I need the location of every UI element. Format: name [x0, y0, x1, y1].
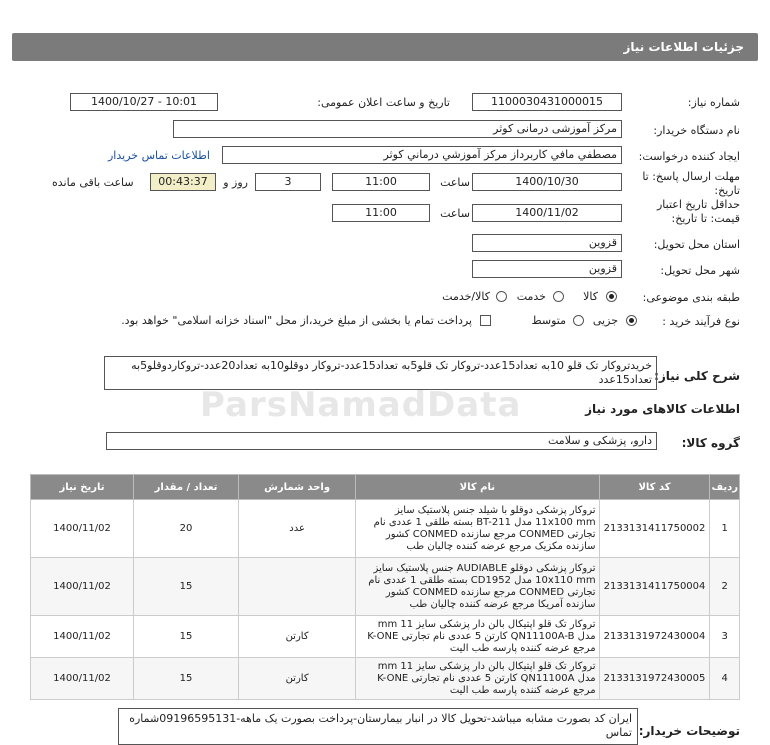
deadline-label-1: مهلت ارسال پاسخ: تا: [642, 170, 740, 183]
table-row: [31, 500, 740, 558]
category-radio-goods[interactable]: [606, 291, 617, 302]
deadline-time-label: ساعت: [440, 176, 470, 189]
cell-date: 1400/11/02: [31, 558, 134, 616]
page-title: جزئیات اطلاعات نیاز: [623, 40, 744, 54]
remaining-field: 00:43:37: [150, 173, 216, 191]
cell-row: 1: [710, 500, 740, 558]
cell-name: تروکار تک قلو اپتیکال بالن دار پزشکی سایز 11 mm مدل QN11100A کارتن 5 عددی نام تجارتی K-ONE مرجع عرضه کننده پارسه طب الیت: [356, 658, 599, 700]
cell-date: 1400/11/02: [31, 616, 134, 658]
cell-code: 2133131972430004: [599, 616, 710, 658]
process-radio-minor[interactable]: [626, 315, 637, 326]
category-option-goods-service: کالا/خدمت: [442, 290, 490, 303]
category-radio-goods-service[interactable]: [496, 291, 507, 302]
page-header: [12, 33, 758, 61]
validity-time-label: ساعت: [440, 207, 470, 220]
category-radio-service[interactable]: [553, 291, 564, 302]
cell-row: 4: [710, 658, 740, 700]
description-label: شرح کلی نیاز:: [654, 369, 740, 383]
cell-name: تروکار تک قلو اپتیکال بالن دار پزشکی سایز 11 mm مدل QN11100A-B کارتن 5 عددی نام تجارتی K-ONE مرجع عرضه کننده پارسه طب الیت: [356, 616, 599, 658]
payment-note: پرداخت تمام یا بخشی از مبلغ خرید،از محل "اسناد خزانه اسلامی" خواهد بود.: [121, 314, 472, 327]
cell-qty: 20: [133, 500, 238, 558]
city-field: قزوین: [472, 260, 622, 278]
deadline-label-2: تاریخ:: [714, 184, 740, 197]
treasury-checkbox[interactable]: [480, 315, 491, 326]
category-label: طبقه بندی موضوعی:: [642, 291, 740, 304]
need-number-field: 1100030431000015: [472, 93, 622, 111]
col-name: نام کالا: [356, 475, 599, 500]
col-row: ردیف: [710, 475, 740, 500]
items-table: [30, 474, 740, 700]
process-option-medium: متوسط: [531, 314, 566, 327]
table-row: [31, 616, 740, 658]
notes-box: ایران کد بصورت مشابه میباشد-تحویل کالا در انبار بیمارستان-پرداخت بصورت یک ماهه-09196595131شماره تماس: [118, 708, 638, 745]
creator-label: ایجاد کننده درخواست:: [638, 150, 740, 163]
table-header-row: [31, 475, 740, 500]
process-radio-medium[interactable]: [573, 315, 584, 326]
days-label: روز و: [223, 176, 248, 189]
cell-name: تروکار پزشکی دوقلو AUDIABLE جنس پلاستیک سایز 10x110 mm مدل CD1952 بسته طلقی 1 عددی نام تجارتی CONMED مرجع سازنده CONMED کشور سازنده آمریکا مرجع عرضه کننده چالیان طب: [356, 558, 599, 616]
deadline-time-field: 11:00: [332, 173, 430, 191]
cell-unit: کارتن: [239, 658, 356, 700]
col-date: تاریخ نیاز: [31, 475, 134, 500]
cell-qty: 15: [133, 616, 238, 658]
cell-row: 3: [710, 616, 740, 658]
validity-date-field: 1400/11/02: [472, 204, 622, 222]
category-option-goods: کالا: [583, 290, 598, 303]
buyer-field: مرکز آموزشی درمانی کوثر: [173, 120, 622, 138]
cell-row: 2: [710, 558, 740, 616]
table-row: [31, 658, 740, 700]
cell-date: 1400/11/02: [31, 658, 134, 700]
category-option-service: خدمت: [516, 290, 546, 303]
goods-group-label: گروه کالا:: [681, 436, 740, 450]
col-qty: تعداد / مقدار: [133, 475, 238, 500]
cell-code: 2133131411750002: [599, 500, 710, 558]
need-number-label: شماره نیاز:: [687, 96, 740, 109]
validity-label-2: قیمت: تا تاریخ:: [671, 212, 740, 225]
goods-group-field: دارو، پزشکی و سلامت: [106, 432, 657, 450]
cell-code: 2133131411750004: [599, 558, 710, 616]
process-option-minor: جزیی: [592, 314, 618, 327]
announce-label: تاریخ و ساعت اعلان عمومی:: [317, 96, 450, 109]
province-field: قزوین: [472, 234, 622, 252]
creator-field: مصطفي مافي كاربرداز مركز آموزشي درماني كوثر: [222, 146, 622, 164]
notes-label: توضیحات خریدار:: [638, 724, 740, 738]
col-code: کد کالا: [599, 475, 710, 500]
cell-unit: کارتن: [239, 616, 356, 658]
process-label: نوع فرآیند خرید :: [662, 315, 740, 328]
goods-section-title: اطلاعات کالاهای مورد نیاز: [585, 402, 740, 416]
buyer-label: نام دستگاه خریدار:: [653, 124, 740, 137]
cell-unit: عدد: [239, 500, 356, 558]
announce-field: 1400/10/27 - 10:01: [70, 93, 218, 111]
contact-link[interactable]: اطلاعات تماس خریدار: [108, 149, 210, 162]
table-row: [31, 558, 740, 616]
cell-name: تروکار پزشکی دوقلو با شیلد جنس پلاستیک سایز 11x100 mm مدل BT-211 بسته طلقی 1 عددی نام تجارتی CONMED مرجع سازنده CONMED کشور سازنده مکزیک مرجع عرضه کننده چالیان طب: [356, 500, 599, 558]
cell-date: 1400/11/02: [31, 500, 134, 558]
watermark: ParsNamadData: [200, 385, 522, 425]
cell-qty: 15: [133, 558, 238, 616]
province-label: استان محل تحویل:: [653, 238, 740, 251]
cell-qty: 15: [133, 658, 238, 700]
remaining-label: ساعت باقی مانده: [52, 176, 134, 189]
days-field: 3: [255, 173, 321, 191]
cell-code: 2133131972430005: [599, 658, 710, 700]
col-unit: واحد شمارش: [239, 475, 356, 500]
description-box: خریدتروکار تک قلو 10به تعداد15عدد-تروکار تک قلو5به تعداد15عدد-تروکار دوقلو10به تعداد20عدد-تروکاردوقلو5به تعداد15عدد: [104, 356, 657, 390]
validity-time-field: 11:00: [332, 204, 430, 222]
validity-label-1: حداقل تاریخ اعتبار: [656, 198, 740, 211]
city-label: شهر محل تحویل:: [660, 264, 740, 277]
cell-unit: [239, 558, 356, 616]
deadline-date-field: 1400/10/30: [472, 173, 622, 191]
